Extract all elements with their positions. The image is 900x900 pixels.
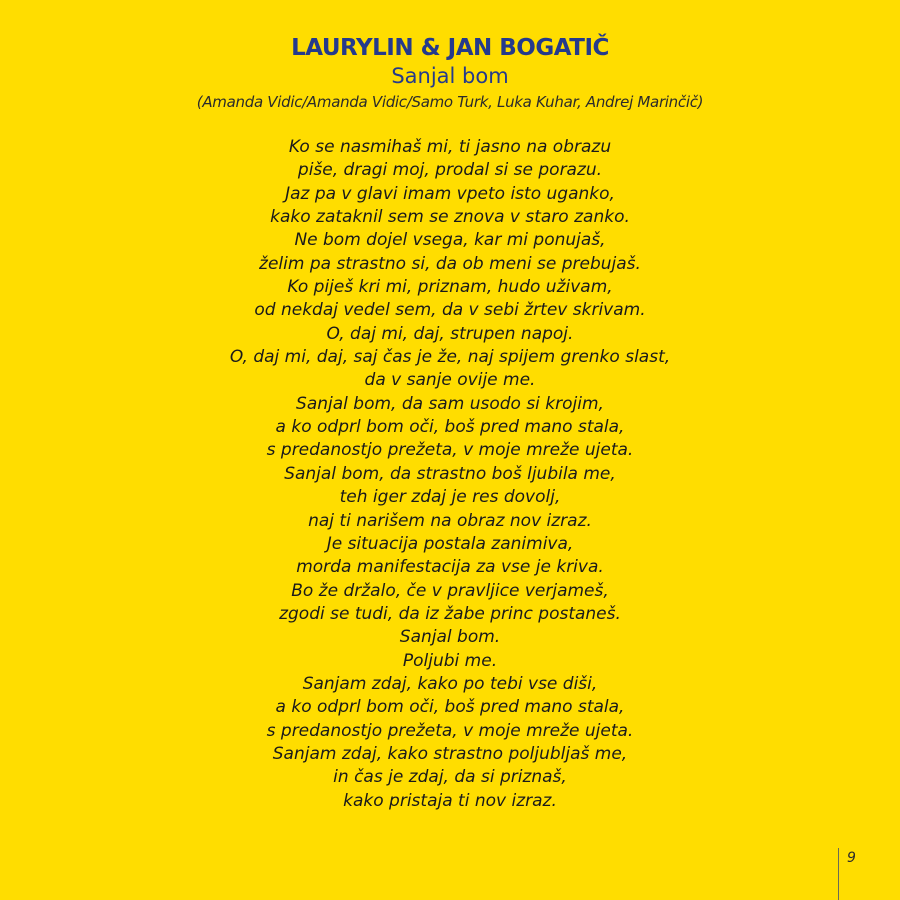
- lyric-line: kako zataknil sem se znova v staro zanko.: [270, 207, 630, 228]
- lyric-line: Bo že držalo, če v pravljice verjameš,: [291, 580, 609, 601]
- lyric-line: Sanjal bom, da sam usodo si krojim,: [296, 393, 604, 414]
- lyric-line: Sanjal bom.: [399, 627, 501, 648]
- lyric-line: da v sanje ovije me.: [364, 370, 536, 391]
- page-number: 9: [847, 850, 856, 866]
- lyric-line: s predanostjo prežeta, v moje mreže ujeta.: [266, 440, 634, 461]
- lyric-line: Je situacija postala zanimiva,: [326, 533, 574, 554]
- songwriter-credits: (Amanda Vidic/Amanda Vidic/Samo Turk, Luka Kuhar, Andrej Marinčič): [196, 93, 704, 111]
- lyric-line: piše, dragi moj, prodal si se porazu.: [297, 160, 603, 181]
- lyric-line: O, daj mi, daj, saj čas je že, naj spijem grenko slast,: [229, 347, 671, 368]
- lyric-line: a ko odprl bom oči, boš pred mano stala,: [275, 697, 625, 718]
- artist-heading: LAURYLIN & JAN BOGATIČ: [291, 35, 609, 61]
- lyric-line: Sanjam zdaj, kako po tebi vse diši,: [302, 673, 598, 694]
- lyric-line: Ko piješ kri mi, priznam, hudo uživam,: [287, 277, 613, 298]
- lyric-line: naj ti narišem na obraz nov izraz.: [308, 510, 592, 531]
- song-title: Sanjal bom: [391, 64, 509, 88]
- lyric-line: želim pa strastno si, da ob meni se prebujaš.: [259, 253, 641, 274]
- lyric-line: Jaz pa v glavi imam vpeto isto uganko,: [285, 183, 615, 204]
- lyric-line: Ko se nasmihaš mi, ti jasno na obrazu: [288, 137, 612, 157]
- lyric-line: kako pristaja ti nov izraz.: [343, 790, 557, 811]
- lyric-line: zgodi se tudi, da iz žabe princ postaneš.: [279, 603, 621, 624]
- lyric-line: O, daj mi, daj, strupen napoj.: [326, 323, 574, 344]
- lyric-line: Poljubi me.: [402, 650, 498, 671]
- lyric-line: teh iger zdaj je res dovolj,: [339, 487, 561, 508]
- lyric-line: Sanjam zdaj, kako strastno poljubljaš me,: [272, 743, 628, 764]
- lyric-line: Ne bom dojel vsega, kar mi ponujaš,: [294, 230, 606, 251]
- lyric-line: a ko odprl bom oči, boš pred mano stala,: [275, 417, 625, 438]
- lyric-line: Sanjal bom, da strastno boš ljubila me,: [284, 463, 616, 484]
- page-number-divider: [838, 848, 839, 900]
- lyric-line: od nekdaj vedel sem, da v sebi žrtev skrivam.: [254, 300, 646, 321]
- lyric-line: s predanostjo prežeta, v moje mreže ujeta.: [266, 720, 634, 741]
- lyric-line: in čas je zdaj, da si priznaš,: [333, 767, 567, 788]
- lyric-line: morda manifestacija za vse je kriva.: [296, 557, 604, 578]
- lyrics-block: [0, 136, 900, 813]
